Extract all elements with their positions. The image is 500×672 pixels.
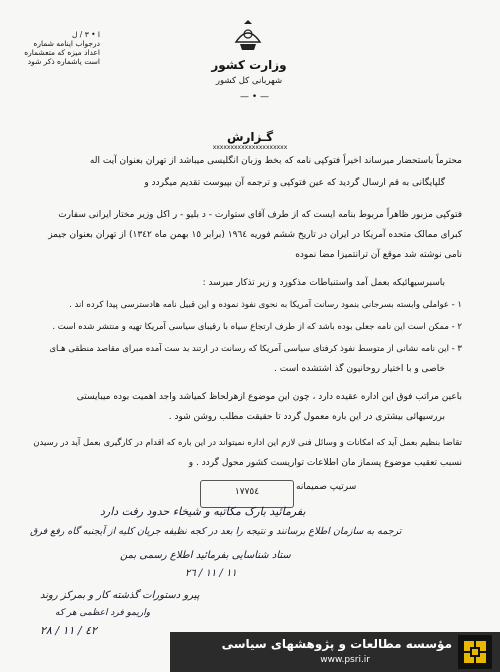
handwritten-bottom-2: واریمو فرد اعظمی هر که bbox=[55, 608, 151, 618]
handwritten-date-2: ٤٢ / ١١ / ٢٨ bbox=[40, 624, 97, 637]
handwritten-bottom-1: پیرو دستورات گذشته کار و بمرکز روند bbox=[40, 590, 200, 601]
ministry-title: وزارت کشور bbox=[211, 58, 287, 72]
official-stamp bbox=[200, 480, 294, 508]
institute-name: مؤسسه مطالعات و پژوهشهای سیاسی bbox=[221, 637, 452, 651]
handwritten-note-2: ترجمه به سازمان اطلاع برسانند و نتیجه را بعد در کجه نظیفه جریان کلیه از آیجنبه گاه رفع فرق bbox=[30, 526, 402, 537]
ref-line: ا • ٣ / ل bbox=[71, 30, 100, 39]
stamp-number: ١٧٧٥٤ bbox=[234, 487, 260, 497]
footer-watermark bbox=[0, 632, 500, 672]
lion-and-sun-emblem-icon bbox=[228, 20, 268, 56]
handwritten-note-3: ستاد شناسایی بفرمائید اطلاع رسمی بمن bbox=[120, 550, 291, 561]
ref-line: است یاشماره ذکر شود bbox=[27, 57, 100, 66]
report-title: گـزارش bbox=[226, 130, 274, 144]
ref-line: درجواب اینامه شماره bbox=[33, 39, 100, 48]
handwritten-note-1: بفرمائید بارک مکاتبه و شیخاء حدود رفت دارد bbox=[100, 505, 306, 518]
institute-url[interactable]: www.psri.ir bbox=[320, 655, 370, 665]
institute-logo-icon bbox=[458, 635, 492, 669]
body-line-13: تقاضا بنظیم بعمل آید که امکانات و وسائل فنی لازم این اداره نمیتواند در این باره که اقدام در کارگیری بعمل آید در رسیدن bbox=[33, 438, 462, 448]
body-line-9: ٣ - این نامه نشانی از متوسط نفوذ کرفتای سیاسی آمریکا که رسانت در ارتند بد ست آمده مبرای مقاصد منطقی هـای bbox=[49, 344, 462, 354]
body-line-11: باعین مراتب فوق این اداره عقیده دارد ، چون این موضوع ازهرلحاظ کمیاشد واجد اهمیت بوده میبایستی bbox=[76, 392, 462, 402]
body-line-8: ٢ - ممکن است این نامه جعلی بوده باشد که از طرف ارتجاع سیاه با رقیبای سیاسی آمریکا تهیه و منتشر شده است . bbox=[52, 322, 462, 332]
ref-line: اعداد میزه که متعشماره bbox=[24, 48, 100, 57]
handwritten-date-1: ١١ / ١١ / ٢٦ bbox=[185, 568, 237, 579]
body-line-4: کبرای ممالک متحده آمریکا در ایران در تاریخ ششم فوریه ١٩٦٤ (برابر ١٥ بهمن ماه ١٣٤٢) از تهران بعنوان جیمز bbox=[48, 230, 462, 240]
body-line-12: بررسیهائی بیشتری در این باره معمول گردد تا حقیقت مطلب روشن شود . bbox=[168, 412, 445, 422]
body-line-5: نامی نوشته شد موقع آن ترانتمیزا مضا نموده bbox=[295, 250, 462, 260]
signature-title: سرتیپ صمیمانه bbox=[296, 482, 357, 492]
reference-block bbox=[12, 30, 100, 66]
report-underline: xxxxxxxxxxxxxxxxxxxxx bbox=[212, 144, 288, 151]
body-line-1: محترماً باستحضار میرساند اخیراً فتوکپی نامه که بخط وزبان انگلیسی میباشد از تهران بعنوان آیت اله bbox=[89, 156, 462, 166]
body-line-7: ١ - عواملی وابسته بسرجانی بنمود رسانت آمریکا به نحوی نفوذ نموده و این قبیل نامه هادسترسی پیدا کرده اند . bbox=[69, 300, 462, 310]
body-line-6: باسبرسیهائیکه بعمل آمد واستنباطات مذکورد و زیر تذکار میرسد : bbox=[202, 278, 445, 288]
separator: — • — bbox=[240, 92, 270, 102]
body-line-14: نسبب تعقیب موضوع پسماز مان اطلاعات تواریست کشور محول گردد . و bbox=[188, 458, 462, 468]
body-line-2: گلپایگانی به قم ارسال گردید که عین فتوکپی و ترجمه آن بپیوست تقدیم میگردد و bbox=[144, 178, 445, 188]
department-name: شهربانی کل کشور bbox=[215, 76, 283, 86]
body-line-10: خاصی و با اختیار روحانیون گذ اشتشده است . bbox=[274, 364, 445, 374]
body-line-3: فتوکپی مزبور ظاهراً مربوط بنامه ایست که از طرف آقای ستوارت - د بلیو - ر اکل وزیر مختار ایرانی سفارت bbox=[58, 210, 462, 220]
